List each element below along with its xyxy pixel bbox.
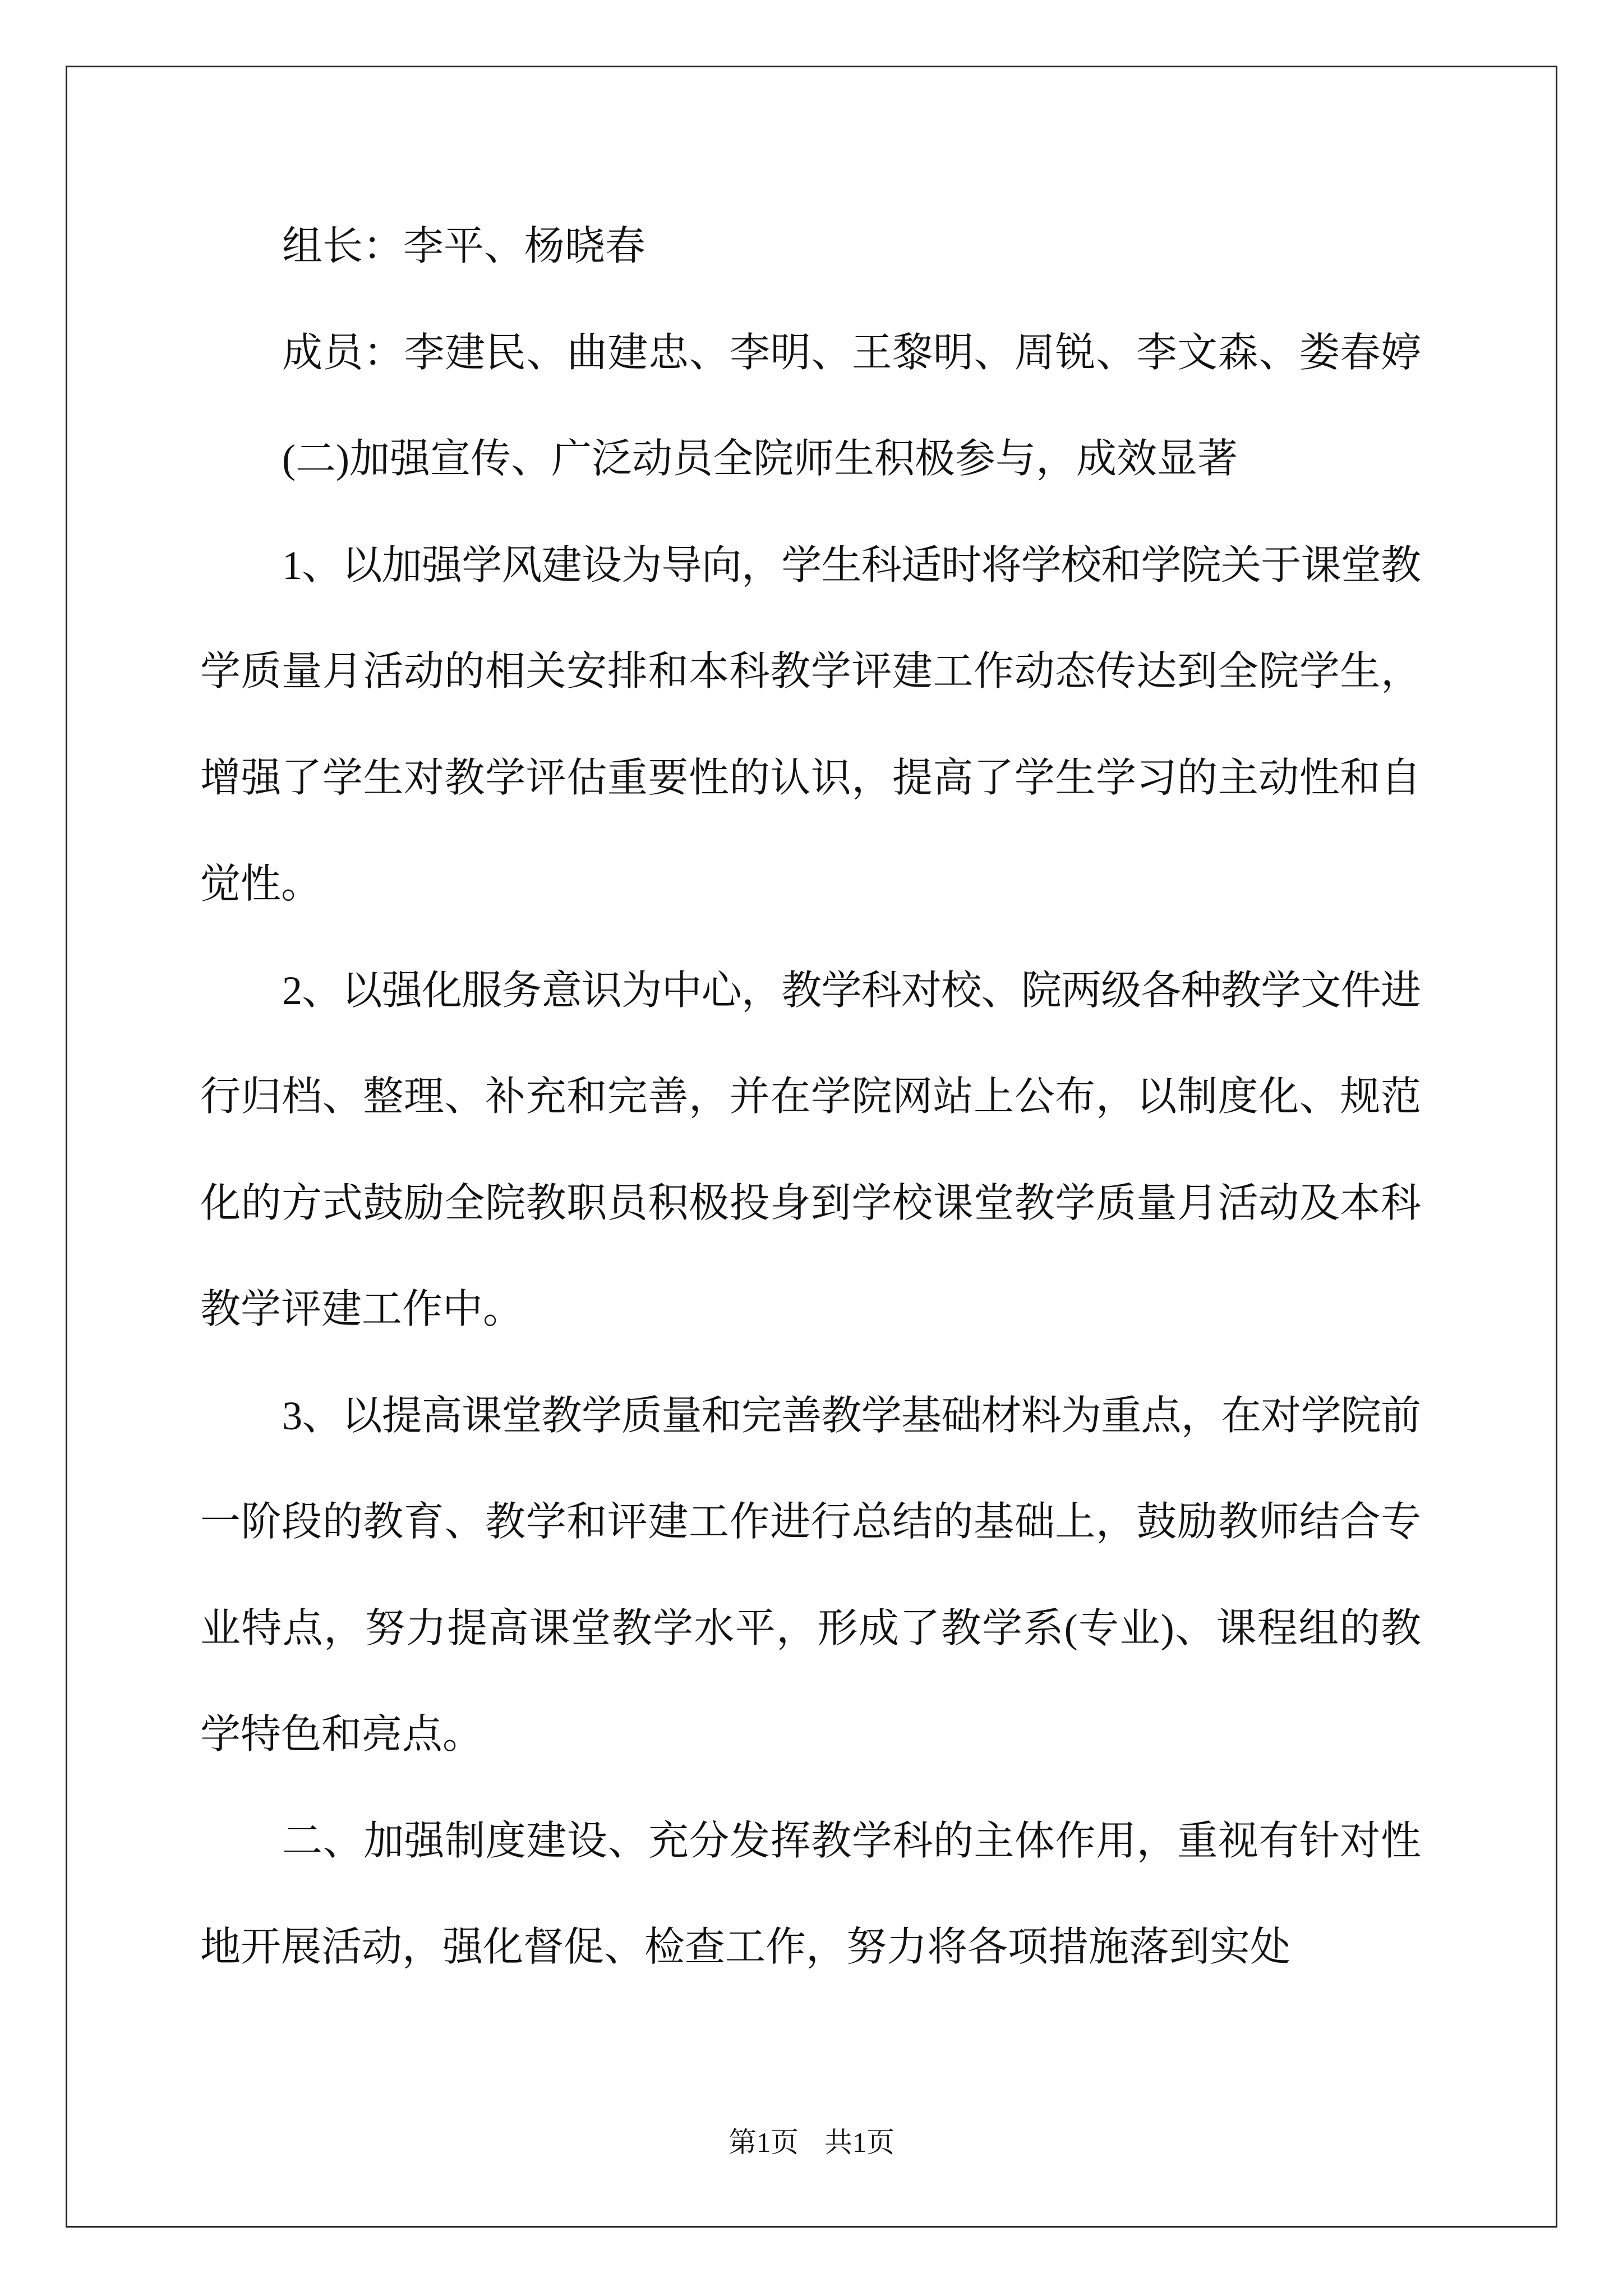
text-line: 二、加强制度建设、充分发挥教学科的主体作用，重视有针对性 [282, 1818, 1422, 1864]
text-line: 1、以加强学风建设为导向，学生科适时将学校和学院关于课堂教 [282, 542, 1421, 588]
numbered-item-3 [200, 1363, 1421, 1788]
numbered-item-1 [200, 513, 1421, 938]
text-line: 一阶段的教育、教学和评建工作进行总结的基础上，鼓励教师结合专 [200, 1499, 1422, 1544]
text-line: 行归档、整理、补充和完善，并在学院网站上公布，以制度化、规范 [200, 1074, 1422, 1119]
text-line: 组长：李平、杨晓春 [282, 224, 646, 269]
text-line: 学特色和亮点。 [200, 1712, 483, 1757]
text-line: 学质量月活动的相关安排和本科教学评建工作动态传达到全院学生， [200, 649, 1422, 694]
numbered-item-2 [200, 938, 1421, 1363]
section-two-paragraph [200, 1788, 1421, 2001]
text-line: (二)加强宣传、广泛动员全院师生积极参与，成效显著 [282, 436, 1238, 481]
section-heading [200, 406, 1421, 513]
text-line: 地开展活动，强化督促、检查工作，努力将各项措施落到实处 [200, 1925, 1291, 1970]
page-count: 共1页 [824, 2127, 895, 2158]
text-line: 觉性。 [200, 862, 322, 907]
page-number: 第1页 [728, 2127, 799, 2158]
text-line: 3、以提高课堂教学质量和完善教学基础材料为重点，在对学院前 [282, 1393, 1421, 1438]
document-body [200, 194, 1421, 2001]
text-line: 2、以强化服务意识为中心，教学科对校、院两级各种教学文件进 [282, 968, 1421, 1013]
text-line: 化的方式鼓励全院教职员积极投身到学校课堂教学质量月活动及本科 [200, 1180, 1422, 1226]
team-members-paragraph [200, 300, 1421, 407]
text-line: 教学评建工作中。 [200, 1287, 524, 1332]
team-leader-paragraph [200, 194, 1421, 300]
text-line: 业特点，努力提高课堂教学水平，形成了教学系(专业)、课程组的教 [200, 1605, 1422, 1651]
text-line: 增强了学生对教学评估重要性的认识，提高了学生学习的主动性和自 [200, 755, 1422, 800]
text-line: 成员：李建民、曲建忠、李明、王黎明、周锐、李文森、娄春婷 [282, 330, 1422, 375]
page-footer [0, 2125, 1623, 2159]
